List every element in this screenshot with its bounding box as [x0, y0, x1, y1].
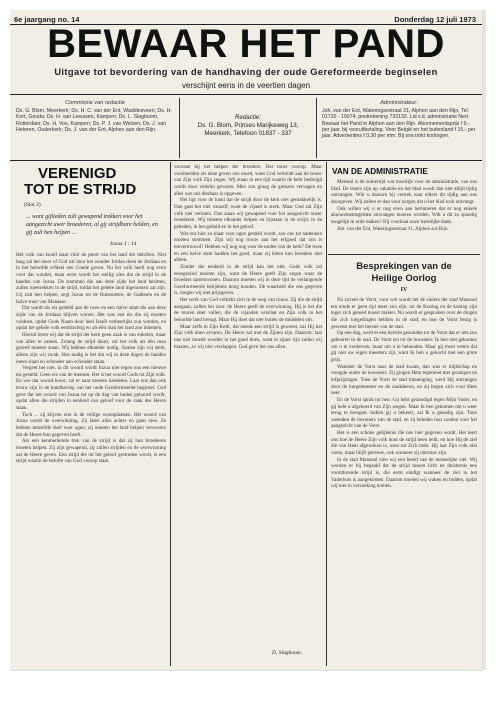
paragraph: Wanneer de Vorst naar de stad kwam, dan was er blijdschap en vreugde onder de inwoners. Zij gingen Hem tegemoet met gezangen en lofprijzingen. Toen de Vorst de stad binnenging, werd Hij ontvangen door de burgemeester en de raadsheren, en zij bogen zich voor Hem neer. [331, 363, 477, 397]
column-divider-2 [326, 162, 327, 666]
masthead-subtitle: Uitgave tot bevordering van de handhaving der oude Gereformeerde beginselen [54, 67, 438, 77]
paragraph: vooraan bij het helpen der broeders. Dat moet voorop. Maar voorbeelden als deze geven ons moed, want God verbindt aan de trouw van Zijn volk Zijn zegen. Wij staan in een tijd waarin de kerk bedreigd wordt door velerlei gevaren. Men zou graag de grenzen vervagen en alles wat ons dierbaar is opgeven. [174, 164, 322, 197]
paragraph: Hieruit leren wij dat de strijd der kerk geen zaak is van enkelen, maar van allen te zamen. Zolang de strijd duurt, zal het volk als één man gereed moeten staan. Wij hebben elkander nodig. Samen zijn wij sterk, alleen zijn wij zwak. Hoe nodig is het dat wij in deze dagen de handen ineen slaan en schouder aan schouder staan. [16, 331, 166, 365]
page-edge [482, 10, 486, 670]
paragraph: Dat wordt als eis gesteld aan de twee en een halve stam die aan deze zijde van de Jordaan blijven wonen. Het was een eis die zij moeten voldoen, opdat Gods Naam door heel Israël verheerlijkt zou worden, en opdat het gehele volk eendrachtig en als één man het land zou innemen. [16, 305, 166, 332]
paragraph: Wat ons hier zo klaar voor ogen gesteld wordt, zou ons tot nadenken moeten stemmen. Zijn wij nog trouw aan het erfgoed dat ons is toevertrouwd? Hebben wij nog oog voor de noden van de kerk? De twee en een halve stam hadden het goed, maar zij lieten hun broeders niet alleen. [174, 230, 322, 264]
article1-column2 [174, 164, 322, 644]
paragraph: Op een dag, werd er een bericht gezonden tot de Vorst dat er iets zou gebeuren in de stad. De Vorst zei tot de inwoners: Ik ben niet gekomen om u te verderven, maar om u te behouden. Maar gij moet weten dat gij niet uw eigen meesters zijt, want Ik heb u gekocht met een grote prijs. [331, 330, 477, 363]
administrator-box [322, 100, 476, 139]
paragraph: In de stad Mansoul zien wij een beeld van de menselijke ziel. Wij worden er bij bepaald dat de strijd tussen licht en duisternis een voortdurende strijd is, die eerst eindigt wanneer de ziel in het Vaderhuis is aangekomen. Daarom moeten wij waken en bidden, opdat wij niet in verzoeking komen. [331, 456, 477, 490]
masthead-title: BEWAAR HET PAND [47, 22, 445, 66]
editorial-committee-heading: Commissie van redactie [65, 100, 125, 106]
article1-title-line1: VERENIGD [38, 165, 117, 182]
article3-number: IV [400, 287, 408, 293]
paragraph: Het is een schone gelijkenis die ons hier gegeven wordt. Het leert ons hoe de Heere Zijn volk door de strijd heen leidt, en hoe Hij de ziel die van Hem afgeweken is, weer tot Zich trekt. Hij laat Zijn volk niet varen, maar blijft getrouw, ook wanneer zij ontrouw zijn. [331, 430, 477, 457]
article-divider [328, 254, 480, 255]
column-divider-1 [170, 162, 171, 666]
editor-address: Ds. G. Blom, Prinses Marijkeweg 13, [197, 122, 299, 129]
article1-signature: D. Slagboom. [272, 650, 303, 656]
article3-title-line2: Heilige Oorlog [371, 273, 437, 284]
paragraph: Vergeet het niet, in dit woord wordt Jozua niet tegen ons een nieuwe eis gesteld. Geen eis van de mensen. Het is het woord Gods tot Zijn volk. En wie dat woord hoort, zal er naar moeten handelen. Laat ons dan ook trouw zijn in de handhaving van het oude Gereformeerde beginsel. God geve dat het woord van Jozua tot op de dag van heden gehoord wordt, opdat allen die strijden in eenheid van geloof voor de zaak des Heren staan. [16, 365, 166, 412]
section-rule [10, 160, 482, 161]
header-divider-right [316, 98, 317, 158]
article2-title: VAN DE ADMINISTRATIE [332, 167, 428, 176]
editor-heading: Redactie: [234, 114, 262, 121]
article1-title-line2: TOT DE STRIJD [24, 181, 137, 198]
paragraph: En de Vorst sprak tot hen: Gij hebt gezondigd tegen Mijn Vader, en gij hebt u afgekeerd van Zijn wegen. Maar Ik ben gekomen om u weer terug te brengen. Indien gij u bekeert, zal Ik u genadig zijn. Toen weenden de inwoners van de stad, en zij beleden hun zonden voor het aangezicht van de Vorst. [331, 396, 477, 430]
article1-quote-ref: Jozua 1 : 14 [110, 241, 137, 247]
article1-column1 [16, 252, 166, 664]
header-divider-left [179, 98, 180, 158]
paragraph: Het werk van God voltrekt zich in de weg van trouw. Zij die de strijd aangaan, zullen het zien: de Heere geeft de overwinning. Hij is het die de muren doet vallen, die de vijanden verslaat en Zijn volk in het beloofde land brengt. Maar Hij doet dat niet buiten de middelen om. [174, 297, 322, 324]
paragraph: Maar zelfs in Zijn Kerk, dat steeds een strijd is geweest, zal Hij het Zijn volk doen ervaren. De Heere zal met de Zijnen zijn. Daarom: laat ons niet moede worden in het goed doen, want te zijner tijd zullen wij maaien, zo wij niet verslappen. God geve het ons allen. [174, 323, 322, 350]
article1-ref: (Slot 2) [24, 202, 41, 208]
paragraph: Toch ... zij blijven niet in de veilige woonplaatsen. Het woord van Jozua wordt de overwinning. Zij laten alles achter en gaan mee. Ze hebben hetzelfde doel voor ogen; zij moeten het land helpen veroveren dat de Heere hun gegeven heeft. [16, 411, 166, 438]
editor-phone: Meerkerk, Telefoon 01837 - 337 [204, 130, 292, 137]
masthead-rule [10, 94, 482, 95]
paragraph: Meestal is de zomertijd wat moeilijk voor de administratie, van ons blad. De lezers zijn op vakantie en het blad wordt dan niet altijd tijdig ontvangen. Wilt u daarom bij vertrek naar elders dit tijdig aan ons doorgeven. Wij zullen er dan voor zorgen dat u het blad toch ontvangt. [331, 179, 477, 205]
administrator-heading: Administrateur: [380, 100, 418, 106]
paragraph: Na zoveel de Vorst, voor wie wordt het de sluiers der stad Mansoul ten einde er geen tijd meer zou zijn, tot de Koning en de koning zijn leger zich gereed moest maken. Nu wordt er gesproken over de dingen die zich toegedragen hebben in de stad, en hoe de Vorst bezig is geweest met het herstel van de stad. [331, 297, 477, 330]
paragraph: Het volk van Israël staat vóór de poort van het land der beloften. Niet lang zal het meer of God zal door het wonder Jordan doen de Jordaan en in het beloofde erfdeel een Goede geven. Nu het volk heeft nog even voor dat wonder, maar eerst wordt het stellig zien dat de strijd in de handen van Jozua. De stammen die aan deze zijde het land bezitten, zullen meetrekken in de strijd, totdat het gehele land ingenomen zal zijn. Gij zult hen helpen, zegt Jozua tot de Rubenieten, de Gadieten en de halve stam van Manasse. [16, 252, 166, 305]
issue-date: Donderdag 12 juli 1973 [394, 15, 476, 24]
paragraph: Als een kenmerkende trek van de strijd is dat zij hun broederen moeten helpen. Zij zijn gewapend, zij zullen strijden en de overwinning zal de Heere geven. Een strijd die uit het geloof gestreden wordt, is een strijd waarin de belofte van God voorop staat. [16, 438, 166, 465]
paragraph: Zonder die eenheid in de strijd kan het niet. Gods volk zal eensgezind moeten zijn, want de Heere geeft Zijn zegen waar de broeders samenwonen. Daarom moeten wij in deze tijd de verlangende Gereformeerde belijdenis hoog houden. De waarheid die ons gegeven is, mogen wij niet prijsgeven. [174, 263, 322, 297]
volume-number: 6e jaargang no. 14 [14, 15, 80, 24]
editorial-committee-text: Ds. G. Blom, Meerkerk; Ds. H. C. van der Ent, Waddinxveen; Ds. H. Kort, Gouda; Ds. H. van Leeuwen, Kampen; Ds. L. Slagboom, Rotterdam; Ds. H. Vos, Kampen; Ds. P. J. van Welzen; Ds. J. van Heteren, Ouderkerk; Ds. J. van der Ent, Alphen aan den Rijn. [16, 108, 172, 133]
editor-box [186, 114, 310, 138]
article2-body [331, 179, 477, 249]
paragraph: Ook willen wij u er nog even aan herinneren dat er nog enkele abonnementsgelden ontvangen moeten worden. Wilt u dit zo spoedig mogelijk in orde maken? Bij voorbaat onze hartelijke dank. [331, 205, 477, 225]
administrator-text: Joh. van der Ent, Wateringsestraat 31, Alphen aan den Rijn, Tel. 01720 - 19074, postrekening 733132. Lid v.d. administratie Ned. Bewaar het Pand in Alphen aan den Rijn. Abonnementsprijs f 9,- per jaar, bij vooruitbetaling. Voor België en het buitenland f 15,- per jaar. Advertenties f 0,30 per mm. Bij ons trokt kortingen. [322, 108, 476, 140]
paragraph: Joh. van der Ent, Wateringsestraat 31, Alphen a/d Rijn. [337, 225, 449, 232]
paragraph: Het ligt voor de hand dat de strijd door de kerk niet gemakkelijk is. Dan gaat het niet vanzelf, want de vijand is sterk. Maar God zal Zijn volk niet verlaten. Dan staan wij gewapend voor het aangezicht onzer broederen. Wij moeten elkander helpen en bijstaan in de strijd, in de gebeden, in het geduld en in het geloof. [174, 197, 322, 230]
newspaper-page [10, 10, 482, 670]
editorial-committee-box [16, 100, 174, 133]
frequency-line: verschijnt eens in de veertien dagen [181, 81, 311, 90]
article3-title-line1: Besprekingen van de [356, 261, 452, 272]
article1-quote: ... want gijlieden zult gewapend trekken voor het aangezicht uwer broederen, al gij strijdbare helden, en gij zult hen helpen ... [26, 214, 158, 236]
article3-body [331, 297, 477, 665]
